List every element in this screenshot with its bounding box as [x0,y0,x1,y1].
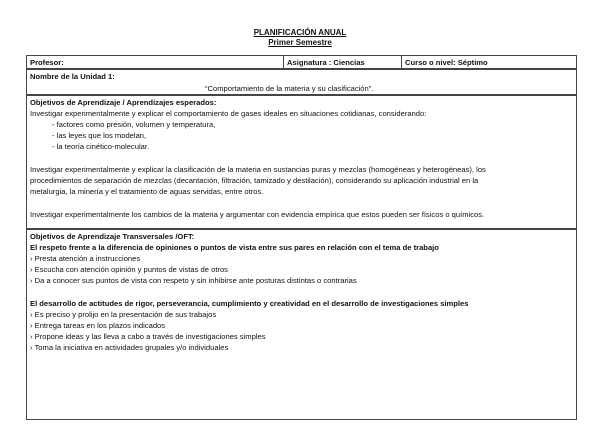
page-subtitle: Primer Semestre [268,38,332,47]
objetivos-paragraph-2-line: Investigar experimentalmente y explicar la clasificación de la materia en sustancias puras y mezclas (homogéneas y heterogéneas), los [30,165,486,174]
asignatura-label: Asignatura : Ciencias [287,58,365,67]
curso-label: Curso o nivel: Séptimo [405,58,488,67]
transversales-item: › Presta atención a instrucciones [30,254,141,263]
page-title: PLANIFICACIÓN ANUAL [253,28,347,37]
transversales-heading: Objetivos de Aprendizaje Transversales /OFT: [30,232,195,241]
objetivos-paragraph-2-line: metalurgia, la minería y el tratamiento de aguas servidas, entre otros. [30,187,264,196]
profesor-label: Profesor: [30,58,64,67]
objetivo-bullet: - la teoría cinético-molecular. [52,142,150,151]
transversales-section-1-heading: El respeto frente a la diferencia de opiniones o puntos de vista entre sus pares en relación con el tema de trabajo [30,243,439,252]
header-divider-2 [401,55,402,69]
unidad-label: Nombre de la Unidad 1: [30,72,115,81]
objetivos-paragraph-2-line: procedimientos de separación de mezclas (decantación, filtración, tamizado y destilación), considerando su aplicación industrial en la [30,176,479,185]
objetivo-bullet: - factores como presión, volumen y temperatura, [52,120,216,129]
transversales-section-2-heading: El desarrollo de actitudes de rigor, perseverancia, cumplimiento y creatividad en el desarrollo de investigaciones simples [30,299,469,308]
transversales-item: › Es preciso y prolijo en la presentación de sus trabajos [30,310,217,319]
objetivos-paragraph-1: Investigar experimentalmente y explicar el comportamiento de gases ideales en situaciones cotidianas, considerando: [30,109,427,118]
transversales-item: › Propone ideas y las lleva a cabo a través de investigaciones simples [30,332,266,341]
objetivos-heading: Objetivos de Aprendizaje / Aprendizajes esperados: [30,98,217,107]
objetivo-bullet: - las leyes que los modelan, [52,131,147,140]
unidad-name: “Comportamiento de la materia y su clasificación”. [205,84,374,93]
transversales-item: › Toma la iniciativa en actividades grupales y/o individuales [30,343,229,352]
objetivos-paragraph-3: Investigar experimentalmente los cambios de la materia y argumentar con evidencia empírica que estos pueden ser físicos o químicos. [30,210,485,219]
transversales-item: › Da a conocer sus puntos de vista con respeto y sin inhibirse ante posturas distintas o contrarias [30,276,357,285]
header-divider-1 [283,55,284,69]
transversales-item: › Escucha con atención opinión y puntos de vistas de otros [30,265,228,274]
transversales-item: › Entrega tareas en los plazos indicados [30,321,166,330]
